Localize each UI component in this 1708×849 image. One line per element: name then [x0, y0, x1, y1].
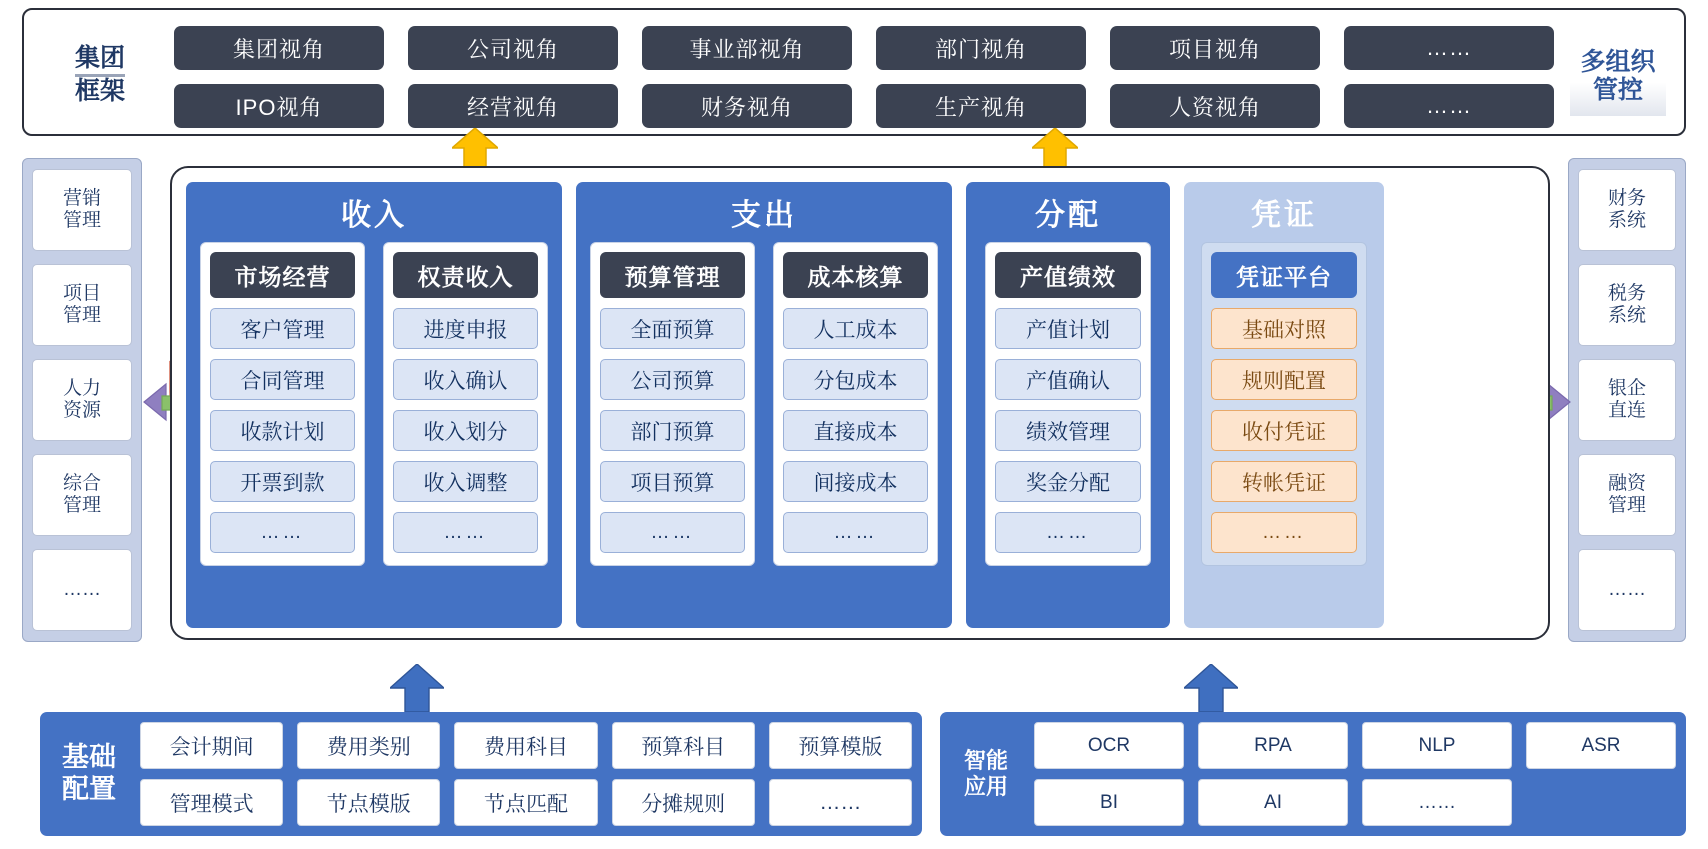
left-system-panel	[22, 158, 142, 642]
cell-cost-accounting-more[interactable]: ……	[783, 512, 928, 553]
sidebar-item-bank-direct-line1: 银企	[1607, 377, 1646, 399]
cell-direct-cost[interactable]: 直接成本	[783, 410, 928, 451]
sidebar-item-general-line1: 综合	[62, 472, 101, 494]
cell-budget-template[interactable]: 预算模版	[769, 722, 912, 769]
cell-allocation-rule[interactable]: 分摊规则	[612, 779, 755, 826]
group-voucher-platform	[1201, 242, 1367, 566]
intelligent-application-panel	[940, 712, 1686, 836]
cell-subcontract-cost[interactable]: 分包成本	[783, 359, 928, 400]
cell-rule-configuration[interactable]: 规则配置	[1211, 359, 1357, 400]
cell-comprehensive-budget[interactable]: 全面预算	[600, 308, 745, 349]
column-income-inner	[186, 242, 562, 580]
group-budget-management	[590, 242, 755, 566]
group-framework-label-line2: 框架	[74, 76, 125, 105]
group-accrual-income	[383, 242, 548, 566]
cell-market-operation-more[interactable]: ……	[210, 512, 355, 553]
view-chip-hr[interactable]: 人资视角	[1110, 84, 1320, 128]
view-chip-company[interactable]: 公司视角	[408, 26, 618, 70]
basic-configuration-grid	[140, 722, 912, 826]
arrow-up-yellow-right-icon	[1032, 128, 1078, 168]
group-voucher-platform-head: 凭证平台	[1211, 252, 1357, 298]
sidebar-item-tax-system-line2: 系统	[1607, 305, 1646, 326]
sidebar-item-financing[interactable]	[1578, 454, 1676, 536]
sidebar-item-more-left[interactable]	[32, 549, 132, 631]
sidebar-item-finance-system-line1: 财务	[1607, 187, 1646, 209]
cell-contract-management[interactable]: 合同管理	[210, 359, 355, 400]
group-accrual-income-head: 权责收入	[393, 252, 538, 298]
cell-ocr[interactable]: OCR	[1034, 722, 1184, 769]
sidebar-item-financing-line2: 管理	[1607, 495, 1646, 516]
cell-rpa[interactable]: RPA	[1198, 722, 1348, 769]
group-output-performance-head: 产值绩效	[995, 252, 1141, 298]
cell-performance-management[interactable]: 绩效管理	[995, 410, 1141, 451]
cell-expense-category[interactable]: 费用类别	[297, 722, 440, 769]
sidebar-item-tax-system-line1: 税务	[1607, 282, 1646, 304]
cell-asr[interactable]: ASR	[1526, 722, 1676, 769]
intelligent-application-label	[950, 748, 1022, 800]
sidebar-item-more-right[interactable]	[1578, 549, 1676, 631]
cell-budget-account[interactable]: 预算科目	[612, 722, 755, 769]
view-chip-group[interactable]: 集团视角	[174, 26, 384, 70]
group-budget-management-head: 预算管理	[600, 252, 745, 298]
group-framework-label-line1: 集团	[75, 44, 125, 77]
column-expense-inner	[576, 242, 952, 580]
intelligent-application-label-line2: 应用	[963, 774, 1008, 799]
sidebar-item-more-left-label: ……	[63, 578, 101, 600]
cell-income-split[interactable]: 收入划分	[393, 410, 538, 451]
cell-bonus-allocation[interactable]: 奖金分配	[995, 461, 1141, 502]
cell-labor-cost[interactable]: 人工成本	[783, 308, 928, 349]
sidebar-item-tax-system[interactable]	[1578, 264, 1676, 346]
column-allocation-title: 分配	[1035, 199, 1101, 232]
cell-nlp[interactable]: NLP	[1362, 722, 1512, 769]
sidebar-item-finance-system[interactable]	[1578, 169, 1676, 251]
basic-configuration-label	[50, 742, 128, 806]
cell-company-budget[interactable]: 公司预算	[600, 359, 745, 400]
cell-intelligent-more[interactable]: ……	[1362, 779, 1512, 826]
column-expense-title: 支出	[731, 199, 797, 232]
multi-org-control-label	[1570, 36, 1666, 116]
arrow-up-blue-right-icon	[1184, 664, 1238, 708]
multi-org-control-line2: 管控	[1592, 76, 1643, 104]
sidebar-item-general-line2: 管理	[62, 495, 101, 516]
group-market-operation	[200, 242, 365, 566]
cell-collection-plan[interactable]: 收款计划	[210, 410, 355, 451]
basic-configuration-label-line2: 配置	[62, 774, 116, 804]
cell-customer-management[interactable]: 客户管理	[210, 308, 355, 349]
arrow-up-blue-left-icon	[390, 664, 444, 708]
sidebar-item-hr-line2: 资源	[62, 400, 101, 421]
view-chip-more-2[interactable]: ……	[1344, 84, 1554, 128]
view-chip-production[interactable]: 生产视角	[876, 84, 1086, 128]
sidebar-item-financing-line1: 融资	[1607, 472, 1646, 494]
arrow-up-yellow-left-icon	[452, 128, 498, 168]
cell-management-mode[interactable]: 管理模式	[140, 779, 283, 826]
sidebar-item-finance-system-line2: 系统	[1607, 210, 1646, 231]
intelligent-application-grid	[1034, 722, 1676, 826]
sidebar-item-marketing-line1: 营销	[62, 187, 101, 209]
cell-output-performance-more[interactable]: ……	[995, 512, 1141, 553]
sidebar-item-hr[interactable]	[32, 359, 132, 441]
view-chip-project[interactable]: 项目视角	[1110, 26, 1320, 70]
view-chip-grid	[174, 26, 1554, 128]
cell-basic-config-more[interactable]: ……	[769, 779, 912, 826]
group-output-performance	[985, 242, 1151, 566]
right-system-panel	[1568, 158, 1686, 642]
column-income	[186, 182, 562, 628]
cell-receipt-payment-voucher[interactable]: 收付凭证	[1211, 410, 1357, 451]
sidebar-item-project-line2: 管理	[62, 305, 101, 326]
column-voucher	[1184, 182, 1384, 628]
view-chip-department[interactable]: 部门视角	[876, 26, 1086, 70]
cell-indirect-cost[interactable]: 间接成本	[783, 461, 928, 502]
cell-expense-account[interactable]: 费用科目	[454, 722, 597, 769]
view-chip-operation[interactable]: 经营视角	[408, 84, 618, 128]
multi-org-control-line1: 多组织	[1580, 47, 1656, 76]
column-allocation-inner	[966, 242, 1170, 580]
sidebar-item-project-line1: 项目	[62, 282, 101, 304]
cell-node-matching[interactable]: 节点匹配	[454, 779, 597, 826]
cell-basic-mapping[interactable]: 基础对照	[1211, 308, 1357, 349]
basic-configuration-label-line1: 基础	[62, 742, 116, 773]
sidebar-item-bank-direct[interactable]	[1578, 359, 1676, 441]
group-framework-panel	[22, 8, 1686, 136]
view-chip-business-unit[interactable]: 事业部视角	[642, 26, 852, 70]
view-chip-more-1[interactable]: ……	[1344, 26, 1554, 70]
cell-progress-declaration[interactable]: 进度申报	[393, 308, 538, 349]
cell-output-plan[interactable]: 产值计划	[995, 308, 1141, 349]
sidebar-item-project[interactable]	[32, 264, 132, 346]
cell-accrual-income-more[interactable]: ……	[393, 512, 538, 553]
cell-bi[interactable]: BI	[1034, 779, 1184, 826]
cell-accounting-period[interactable]: 会计期间	[140, 722, 283, 769]
cell-income-confirmation[interactable]: 收入确认	[393, 359, 538, 400]
cell-ai[interactable]: AI	[1198, 779, 1348, 826]
group-market-operation-head: 市场经营	[210, 252, 355, 298]
cell-voucher-platform-more[interactable]: ……	[1211, 512, 1357, 553]
cell-budget-management-more[interactable]: ……	[600, 512, 745, 553]
sidebar-item-marketing[interactable]	[32, 169, 132, 251]
column-allocation	[966, 182, 1170, 628]
view-chip-finance[interactable]: 财务视角	[642, 84, 852, 128]
cell-income-adjustment[interactable]: 收入调整	[393, 461, 538, 502]
sidebar-item-more-right-label: ……	[1608, 578, 1646, 600]
group-framework-label	[54, 28, 146, 120]
group-cost-accounting-head: 成本核算	[783, 252, 928, 298]
cell-node-template[interactable]: 节点模版	[297, 779, 440, 826]
cell-project-budget[interactable]: 项目预算	[600, 461, 745, 502]
cell-invoice-payment[interactable]: 开票到款	[210, 461, 355, 502]
core-platform-box	[170, 166, 1550, 640]
column-voucher-inner	[1184, 242, 1384, 580]
basic-configuration-panel	[40, 712, 922, 836]
column-voucher-title: 凭证	[1251, 199, 1317, 232]
view-chip-ipo[interactable]: IPO视角	[174, 84, 384, 128]
intelligent-application-label-line1: 智能	[963, 748, 1008, 774]
sidebar-item-marketing-line2: 管理	[62, 210, 101, 231]
cell-department-budget[interactable]: 部门预算	[600, 410, 745, 451]
cell-transfer-voucher[interactable]: 转帐凭证	[1211, 461, 1357, 502]
sidebar-item-bank-direct-line2: 直连	[1607, 400, 1646, 421]
group-cost-accounting	[773, 242, 938, 566]
column-expense	[576, 182, 952, 628]
sidebar-item-hr-line1: 人力	[62, 377, 101, 399]
cell-output-confirmation[interactable]: 产值确认	[995, 359, 1141, 400]
column-income-title: 收入	[341, 199, 407, 232]
sidebar-item-general[interactable]	[32, 454, 132, 536]
